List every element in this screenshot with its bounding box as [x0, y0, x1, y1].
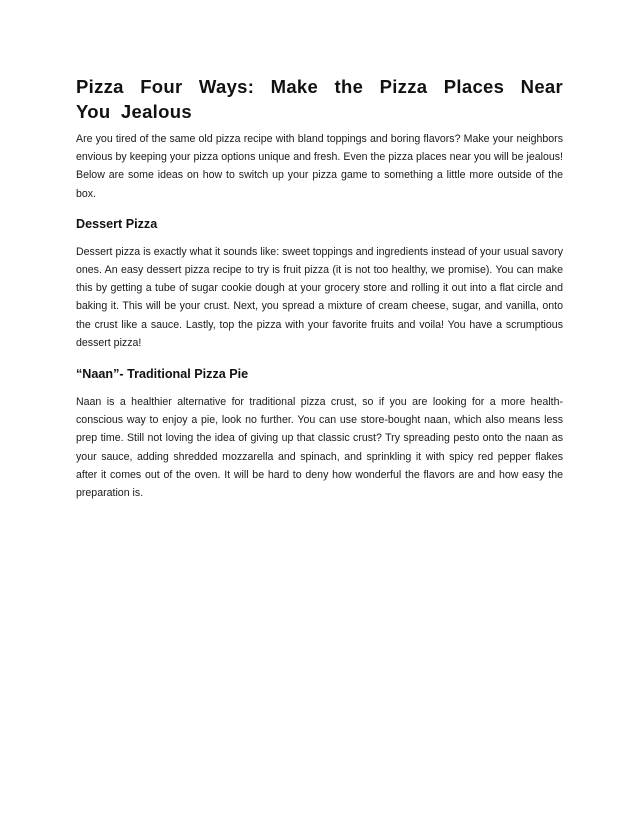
section-body-naan-pizza: Naan is a healthier alternative for traditional pizza crust, so if you are looking for a more health-conscious way to enjoy a pie, look no further. You can use store-bought naan, which also means less prep time. Still not loving the idea of giving up that classic crust? Try spreading pesto onto the naan as your sauce, adding shredded mozzarella and spinach, and sprinkling it with spicy red pepper flakes after it comes out of the oven. It will be hard to deny how wonderful the flavors are and how easy the preparation is.: [76, 396, 563, 500]
section-body-dessert-pizza: Dessert pizza is exactly what it sounds like: sweet toppings and ingredients instead of your usual savory ones. An easy dessert pizza recipe to try is fruit pizza (it is not too healthy, we promise). You can make this by getting a tube of sugar cookie dough at your grocery store and rolling it out into a flat circle and baking it. This will be your crust. Next, you spread a mixture of cream cheese, sugar, and vanilla, onto the crust like a sauce. Lastly, top the pizza with your favorite fruits and voila! You have a scrumptious dessert pizza!: [76, 245, 563, 349]
document-title: Pizza Four Ways: Make the Pizza Places Near You Jealous: [76, 76, 563, 122]
document-content: [76, 74, 563, 502]
section-heading-dessert-pizza: Dessert Pizza: [76, 216, 158, 231]
section-heading-naan-pizza: “Naan”- Traditional Pizza Pie: [76, 367, 249, 382]
intro-paragraph: Are you tired of the same old pizza recipe with bland toppings and boring flavors? Make your neighbors envious by keeping your pizza options unique and fresh. Even the pizza places near you will be jealous! Below are some ideas on how to switch up your pizza game to something a little more outside of the box.: [76, 133, 563, 200]
